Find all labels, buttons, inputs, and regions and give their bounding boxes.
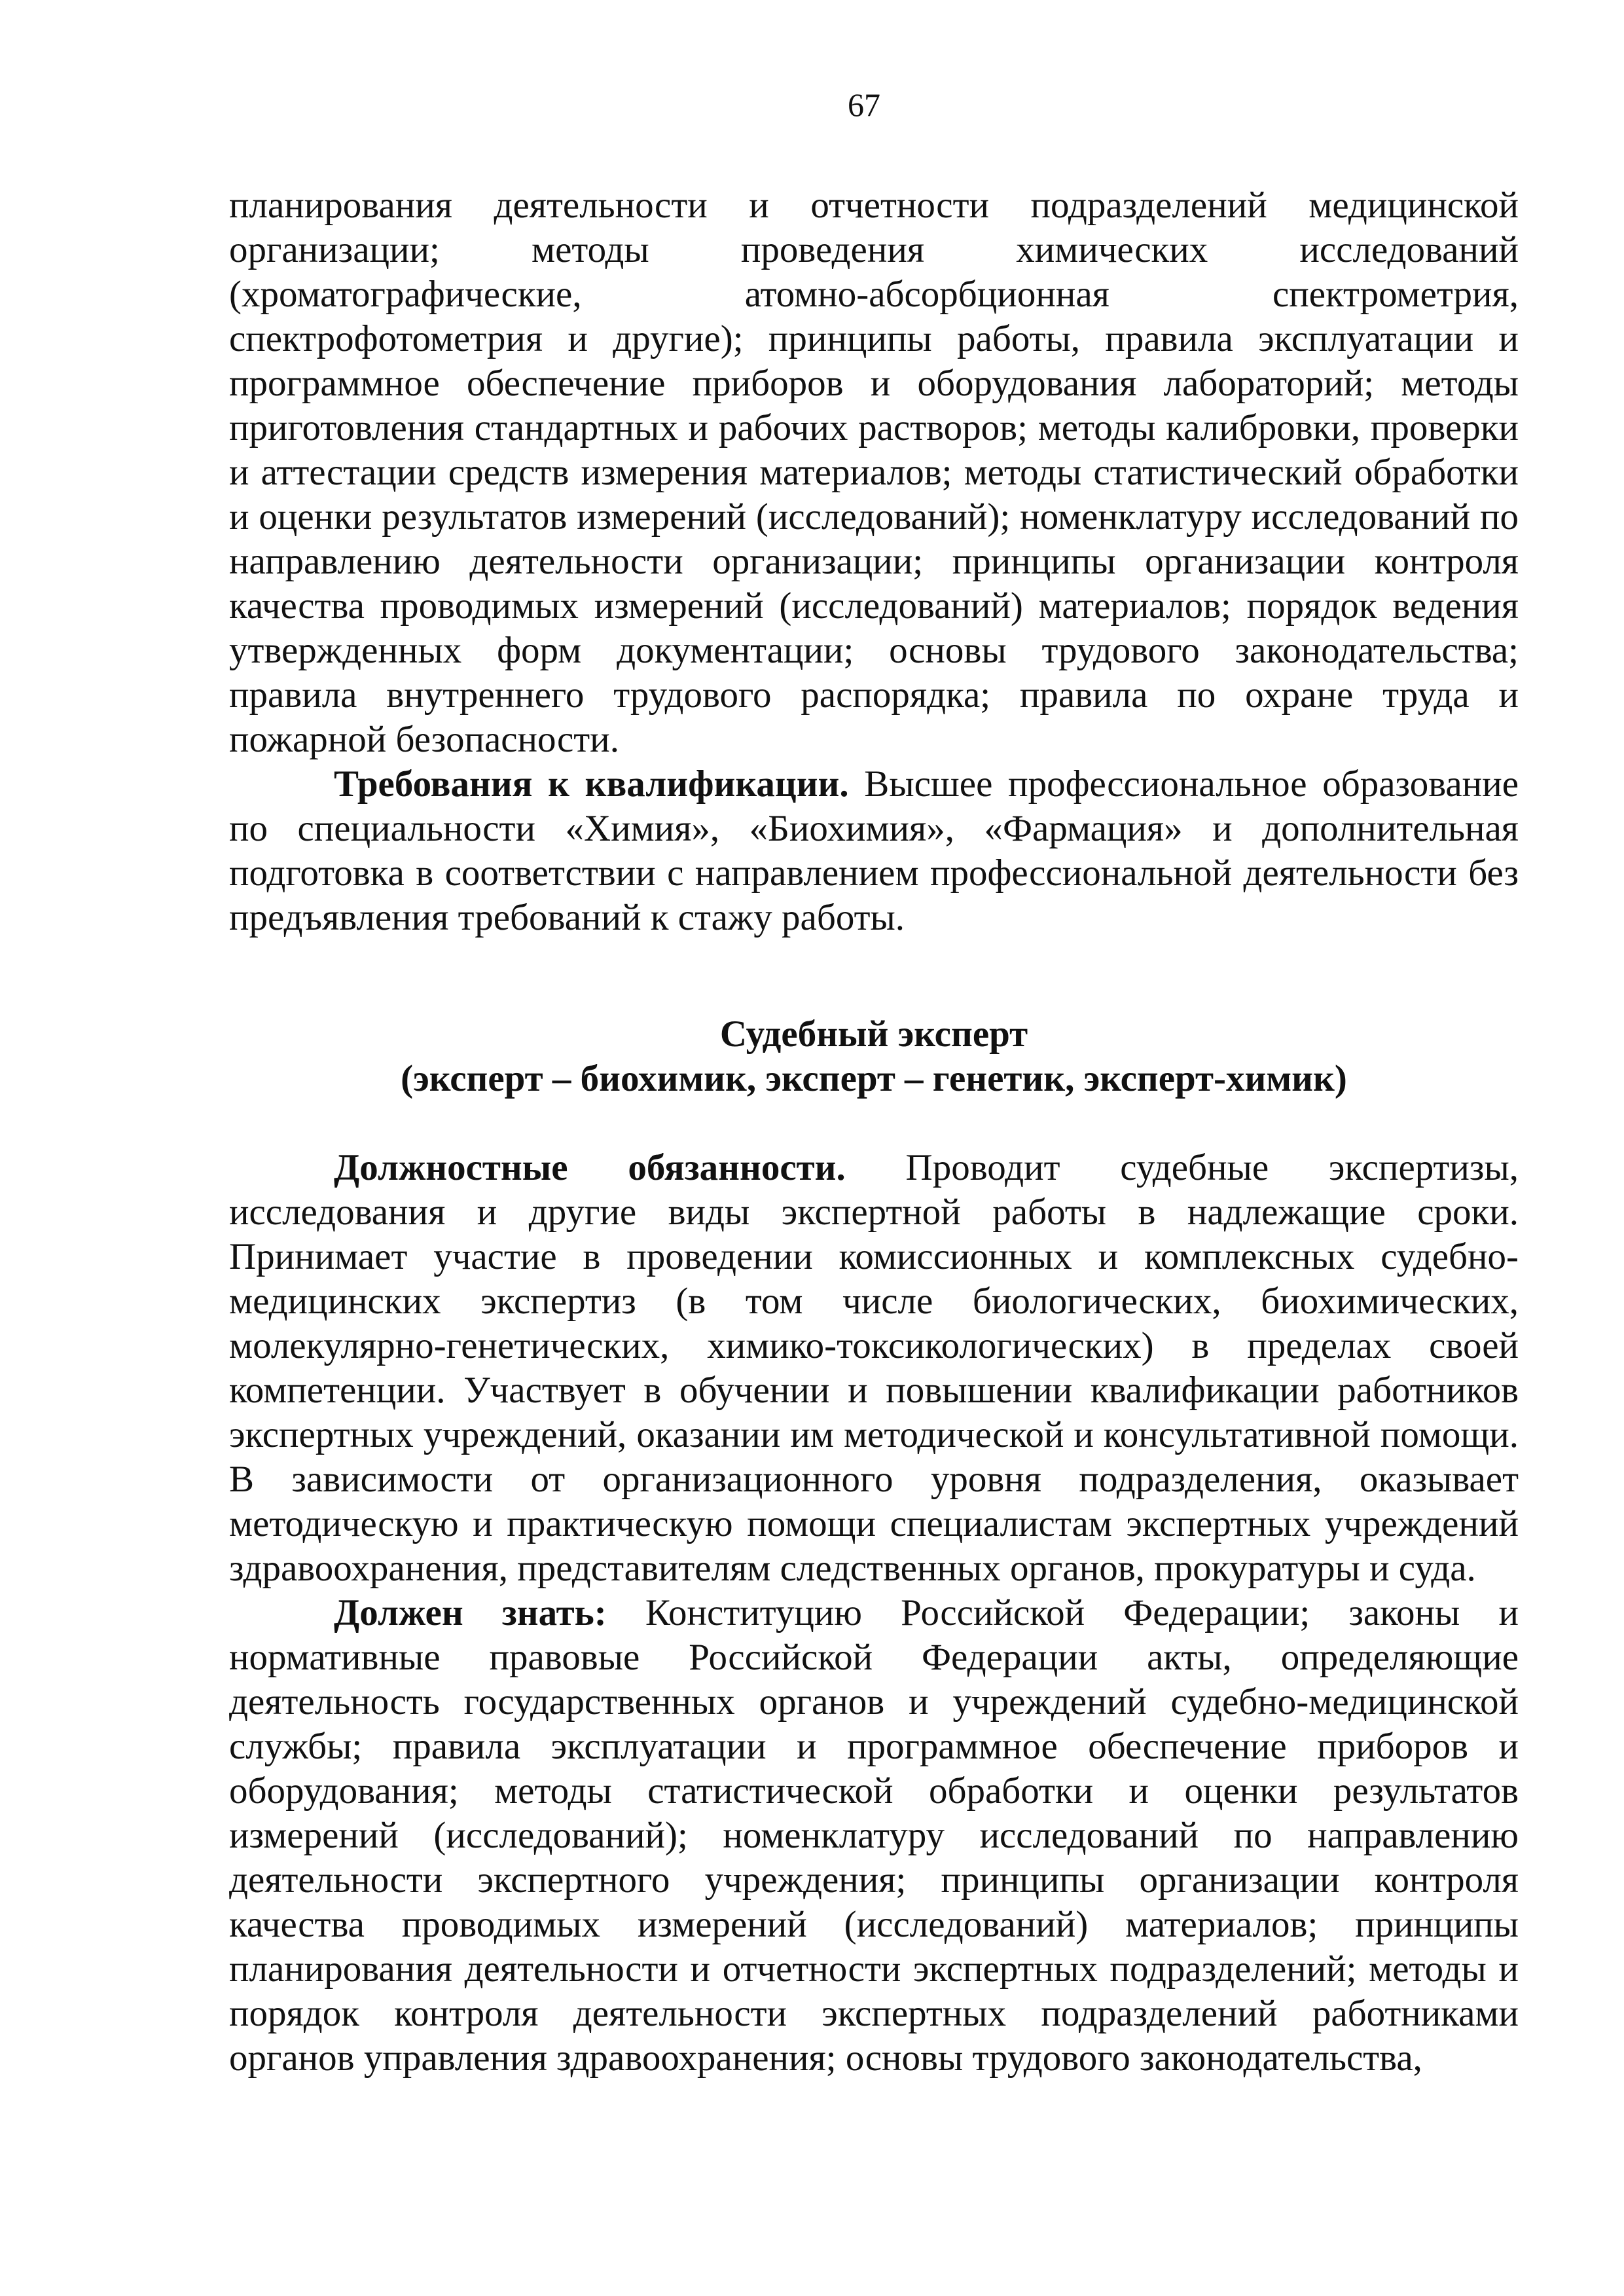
spacer [229,1101,1519,1146]
section-title: Судебный эксперт [719,1013,1028,1055]
page-body [229,183,1519,2081]
qualification-paragraph [229,762,1519,940]
duties-text: Проводит судебные экспертизы, исследования и другие виды экспертной работы в надлежащие сроки. Принимает участие в проведении комиссионных и комплексных судебно-медицинских экспертиз (в том числе биологических, биохимических, молекулярно-генетических, химико-токсикологических) в пределах своей компетенции. Участвует в обучении и повышении квалификации работников экспертных учреждений, оказании им методической и консультативной помощи. В зависимости от организационного уровня подразделения, оказывает методическую и практическую помощи специалистам экспертных учреждений здравоохранения, представителям следственных органов, прокуратуры и суда. [229,1147,1519,1589]
knowledge-label: Должен знать: [334,1592,607,1633]
qualification-text: Высшее профессиональное образование по специальности «Химия», «Биохимия», «Фармация» и дополнительная подготовка в соответствии с направлением профессиональной деятельности без предъявления требований к стажу работы. [229,763,1519,938]
duties-paragraph [229,1146,1519,1591]
section-subtitle: (эксперт – биохимик, эксперт – генетик, эксперт-химик) [401,1058,1347,1099]
continuation-paragraph: планирования деятельности и отчетности подразделений медицинской организации; методы проведения химических исследований (хроматографические, атомно-абсорбционная спектрометрия, спектрофотометрия и другие); принципы работы, правила эксплуатации и программное обеспечение приборов и оборудования лабораторий; методы приготовления стандартных и рабочих растворов; методы калибровки, проверки и аттестации средств измерения материалов; методы статистический обработки и оценки результатов измерений (исследований); номенклатуру исследований по направлению деятельности организации; принципы организации контроля качества проводимых измерений (исследований) материалов; порядок ведения утвержденных форм документации; основы трудового законодательства; правила внутреннего трудового распорядка; правила по охране труда и пожарной безопасности. [229,185,1519,760]
knowledge-paragraph [229,1591,1519,2081]
spacer [229,940,1519,1012]
duties-label: Должностные обязанности. [334,1147,846,1188]
qualification-label: Требования к квалификации. [334,763,849,805]
page-number: 67 [848,86,880,123]
knowledge-text: Конституцию Российской Федерации; законы и нормативные правовые Российской Федерации акты, определяющие деятельность государственных органов и учреждений судебно-медицинской службы; правила эксплуатации и программное обеспечение приборов и оборудования; методы статистической обработки и оценки результатов измерений (исследований); номенклатуру исследований по направлению деятельности экспертного учреждения; принципы организации контроля качества проводимых измерений (исследований) материалов; принципы планирования деятельности и отчетности экспертных подразделений; методы и порядок контроля деятельности экспертных подразделений работниками органов управления здравоохранения; основы трудового законодательства, [229,1592,1519,2079]
